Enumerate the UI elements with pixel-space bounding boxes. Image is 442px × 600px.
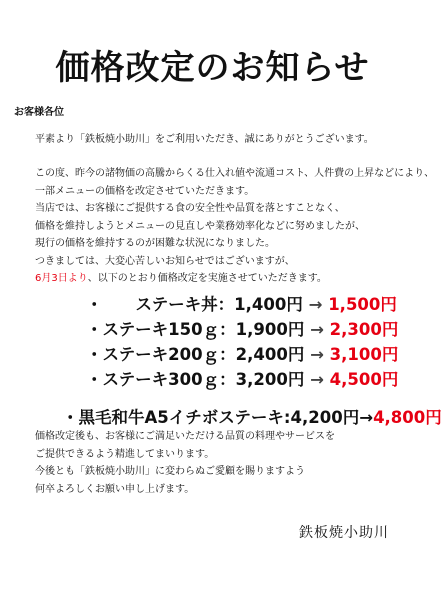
arrow-icon: → — [310, 320, 324, 339]
old-price: 4,200円 — [290, 408, 360, 427]
old-price: 1,400円 — [234, 295, 303, 314]
price-row — [86, 342, 398, 367]
salutation: お客様各位 — [14, 107, 64, 118]
arrow-icon: → — [359, 408, 374, 427]
new-price: 2,300円 — [329, 320, 399, 339]
closing-line-2: ご提供できるよう精進してまいります。 — [35, 448, 215, 460]
new-price: 4,500円 — [329, 370, 399, 389]
explanation-line-2: 一部メニューの価格を改定させていただきます。 — [35, 185, 255, 197]
arrow-icon: → — [310, 370, 324, 389]
intro-paragraph — [35, 131, 374, 149]
explanation-line-1: この度、昨今の諸物価の高騰からくる仕入れ値や流通コスト、人件費の上昇などにより、 — [35, 168, 435, 179]
intro-line: 平素より「鉄板焼小助川」をご利用いただき、誠にありがとうございます。 — [35, 134, 374, 145]
price-list — [86, 292, 398, 392]
closing-line-1: 価格改定後も、お客様にご満足いただける品質の料理やサービスを — [35, 431, 335, 442]
page-title: 価格改定のお知らせ — [55, 48, 370, 88]
new-price: 4,800円 — [373, 408, 442, 427]
price-item-label: ・ステーキ300ｇ： — [86, 370, 236, 389]
arrow-icon: → — [310, 345, 324, 364]
closing-line-3: 今後とも「鉄板焼小助川」に変わらぬご愛顧を賜りますよう — [35, 466, 305, 477]
price-item-label: ・ステーキ200ｇ： — [86, 345, 236, 364]
effective-date-rest: 、以下のとおり価格改定を実施させていただきます。 — [87, 273, 327, 284]
old-price: 2,400円 — [235, 345, 305, 364]
price-row — [86, 367, 398, 392]
wagyu-label: ・黒毛和牛A5イチボステーキ: — [62, 408, 291, 427]
new-price: 3,100円 — [329, 345, 399, 364]
explanation-line-5: 現行の価格を維持するのが困難な状況になりました。 — [35, 238, 275, 249]
price-item-label: ・ ステーキ丼： — [86, 295, 235, 314]
old-price: 3,200円 — [235, 370, 305, 389]
wagyu-price-row — [62, 404, 442, 428]
explanation-line-4: 価格を維持しようとメニューの見直しや業務効率化などに努めましたが、 — [35, 220, 365, 232]
new-price: 1,500円 — [328, 295, 397, 314]
explanation-line-6: つきましては、大変心苦しいお知らせではございますが、 — [35, 255, 295, 267]
explanation-line-7 — [35, 270, 434, 288]
price-item-label: ・ステーキ150ｇ： — [86, 320, 236, 339]
explanation-paragraph — [35, 165, 434, 288]
closing-line-4: 何卒よろしくお願い申し上げます。 — [35, 483, 195, 495]
explanation-line-3: 当店では、お客様にご提供する食の安全性や品質を落とすことなく、 — [35, 203, 345, 214]
old-price: 1,900円 — [235, 320, 305, 339]
closing-paragraph — [35, 428, 335, 498]
arrow-icon: → — [308, 295, 323, 314]
price-row — [86, 292, 398, 317]
effective-date: 6月3日より — [35, 273, 88, 284]
price-row — [86, 317, 398, 342]
restaurant-signature: 鉄板焼小助川 — [299, 525, 389, 541]
